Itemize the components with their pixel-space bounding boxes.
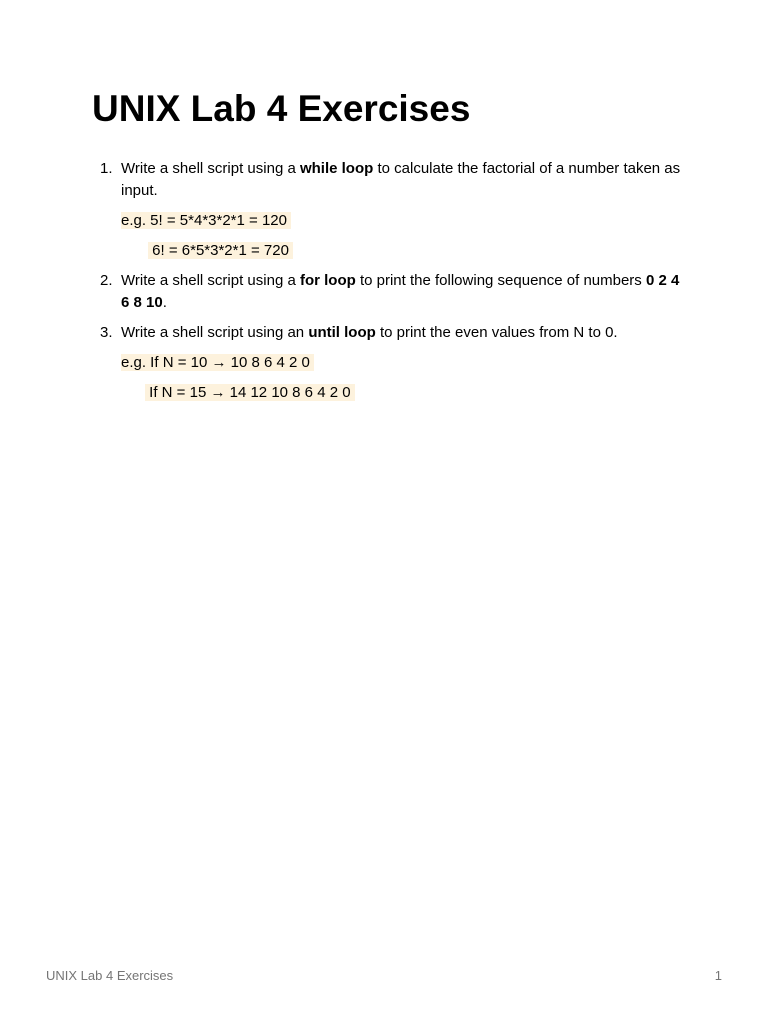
number-sequence: 0 2 4 6 8 10 [121,272,680,311]
example-line [121,240,681,262]
example-highlight: e.g. 5! = 5*4*3*2*1 = 120 [121,212,292,229]
exercise-item-2 [100,270,681,314]
exercise-text [121,270,681,314]
exercise-text-start: Write a shell script using an [121,324,309,341]
exercise-item-3 [100,322,681,404]
page-number: 1 [714,968,722,983]
example-highlight: 6! = 6*5*3*2*1 = 720 [148,242,294,259]
exercise-text-end: to print the even values from N to 0. [375,324,618,341]
exercise-number: 2. [100,272,113,289]
exercise-text-start: Write a shell script using a [121,160,300,177]
exercise-list [100,158,681,412]
example-highlight: If N = 15 → 14 12 10 8 6 4 2 0 [145,384,355,401]
example-line [121,382,681,404]
exercise-text-middle: to print the following sequence of numbers [355,272,646,289]
keyword-for-loop: for loop [299,272,356,289]
keyword-while-loop: while loop [299,160,374,177]
exercise-text-end: . [162,294,167,311]
exercise-text-start: Write a shell script using a [121,272,300,289]
example-highlight: e.g. If N = 10 → 10 8 6 4 2 0 [121,354,315,371]
keyword-until-loop: until loop [308,324,376,341]
page-title: UNIX Lab 4 Exercises [92,88,471,129]
example-line [121,210,681,232]
exercise-text [121,158,681,202]
exercise-text [121,322,681,344]
exercise-item-1 [100,158,681,262]
exercise-text-end: to calculate the factorial of a number taken as input. [121,160,681,199]
exercise-number: 1. [100,160,113,177]
exercise-number: 3. [100,324,113,341]
example-line [121,352,681,374]
footer-title: UNIX Lab 4 Exercises [46,968,174,983]
